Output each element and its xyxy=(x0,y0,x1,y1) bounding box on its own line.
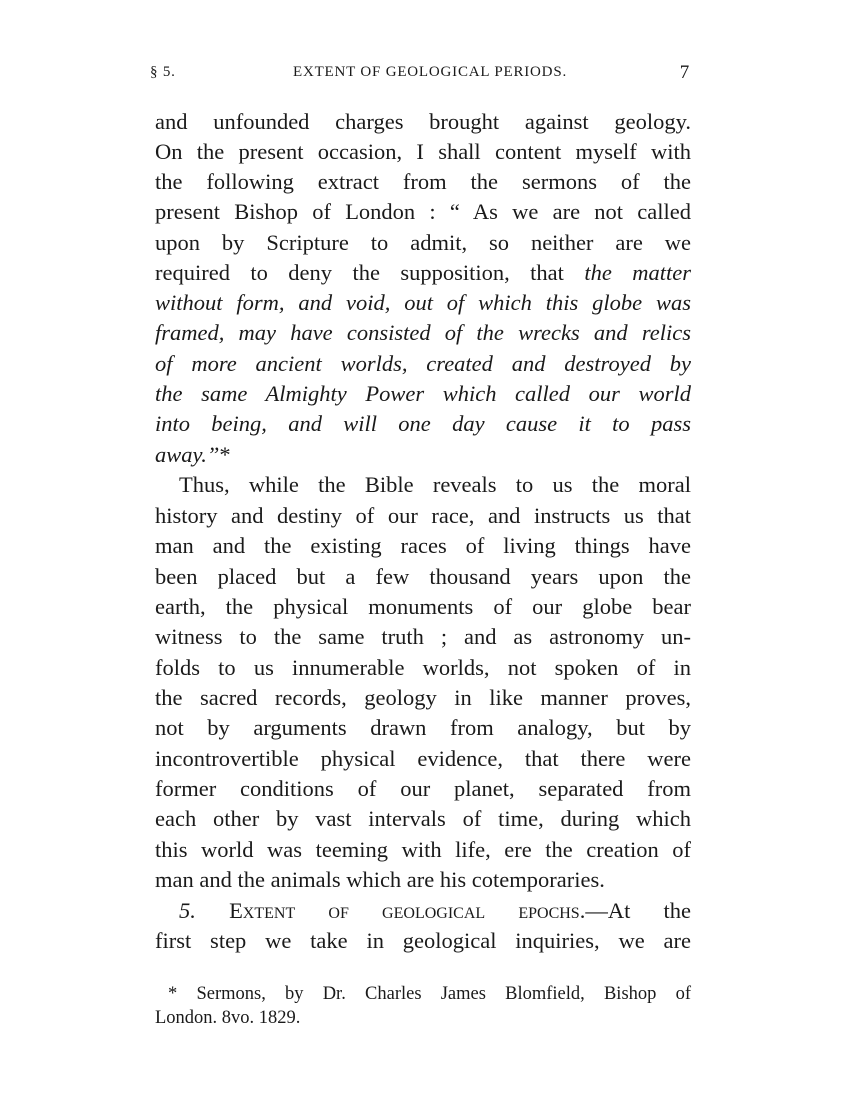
body-line-italic: the same Almighty Power which called our world xyxy=(155,381,691,406)
body-line: incontrovertible physical evidence, that there were xyxy=(155,746,691,771)
quoted-italic-text: away.” xyxy=(155,442,220,467)
body-line: history and destiny of our race, and instructs us that xyxy=(155,503,691,528)
body-line-italic: into being, and will one day cause it to pass xyxy=(155,411,691,436)
body-line: upon by Scripture to admit, so neither are we xyxy=(155,230,691,255)
body-line: witness to the same truth ; and as astronomy un- xyxy=(155,624,691,649)
section-number: § 5. xyxy=(150,64,176,80)
body-line-italic: of more ancient worlds, created and destroyed by xyxy=(155,351,691,376)
section-number-inline: 5. xyxy=(179,898,196,923)
section-heading: Extent of geological epochs. xyxy=(229,898,586,923)
body-line: man and the animals which are his cotemporaries. xyxy=(155,867,605,892)
body-line xyxy=(155,258,691,288)
footnote-marker: * xyxy=(219,442,231,467)
body-line: earth, the physical monuments of our globe bear xyxy=(155,594,691,619)
paragraph-first-line: Thus, while the Bible reveals to us the moral xyxy=(179,472,691,497)
footnote-line: London. 8vo. 1829. xyxy=(155,1008,301,1028)
body-line: folds to us innumerable worlds, not spoken of in xyxy=(155,655,691,680)
section-heading-line xyxy=(179,896,691,926)
body-line: former conditions of our planet, separated from xyxy=(155,776,691,801)
body-line: and unfounded charges brought against geology. xyxy=(155,109,691,134)
body-line: first step we take in geological inquiries, we are xyxy=(155,928,691,953)
body-line-italic: without form, and void, out of which this globe was xyxy=(155,290,691,315)
body-line-italic: framed, may have consisted of the wrecks and relics xyxy=(155,320,691,345)
body-line: the sacred records, geology in like manner proves, xyxy=(155,685,691,710)
quoted-italic-text: the matter xyxy=(584,260,691,285)
running-title: EXTENT OF GEOLOGICAL PERIODS. xyxy=(292,64,568,80)
body-line: this world was teeming with life, ere the creation of xyxy=(155,837,691,862)
body-line: man and the existing races of living things have xyxy=(155,533,691,558)
body-line: each other by vast intervals of time, during which xyxy=(155,806,691,831)
body-line: the following extract from the sermons of the xyxy=(155,169,691,194)
page-number: 7 xyxy=(679,62,690,83)
footnote-line: * Sermons, by Dr. Charles James Blomfield, Bishop of xyxy=(168,984,691,1004)
body-line xyxy=(155,440,691,470)
body-line-text: required to deny the supposition, that xyxy=(155,260,564,285)
body-line: present Bishop of London : “ As we are not called xyxy=(155,199,691,224)
section-heading-continuation: —At the xyxy=(585,898,692,923)
body-line: been placed but a few thousand years upon the xyxy=(155,564,691,589)
body-line: On the present occasion, I shall content myself with xyxy=(155,139,691,164)
body-line: not by arguments drawn from analogy, but by xyxy=(155,715,691,740)
running-head xyxy=(150,64,690,86)
